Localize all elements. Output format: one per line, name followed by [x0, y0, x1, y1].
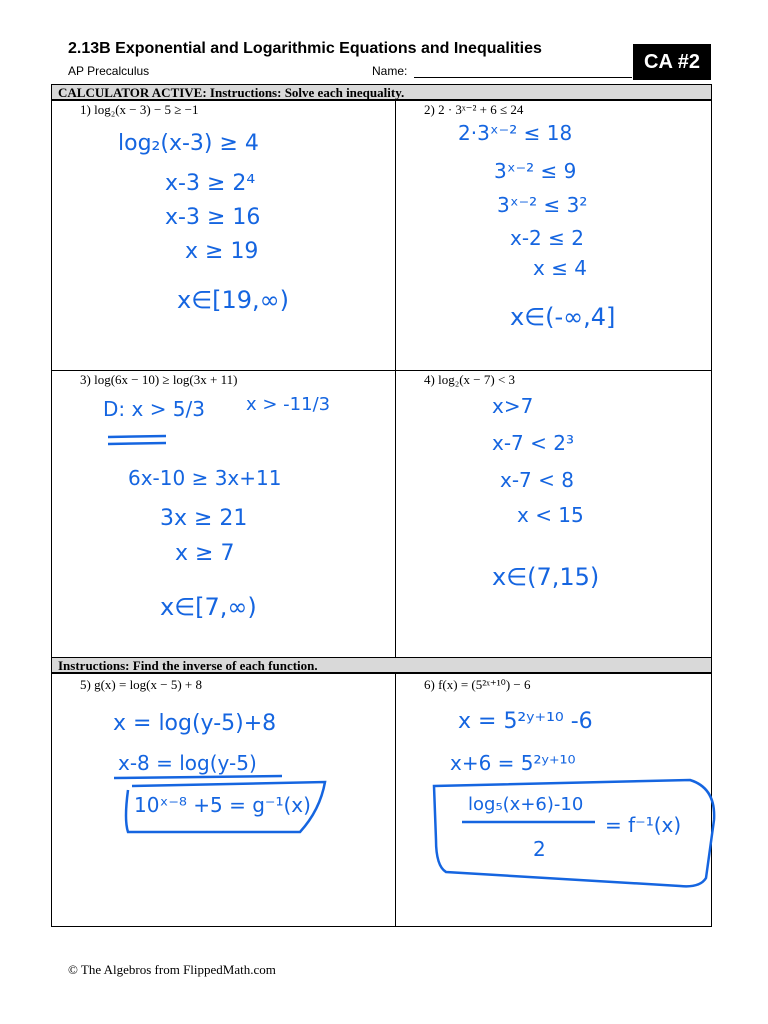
p6-work-1: x = 5²ʸ⁺¹⁰ -6	[458, 709, 593, 734]
p3-work-6: x∈[7,∞)	[160, 593, 257, 621]
problem-4-label: 4) log₂(x − 7) < 3	[424, 372, 516, 387]
problem-3-label: 3) log(6x − 10) ≥ log(3x + 11)	[80, 372, 238, 387]
p6-work-2: x+6 = 5²ʸ⁺¹⁰	[450, 751, 576, 775]
p1-work-5: x∈[19,∞)	[177, 286, 289, 314]
p5-work-2: x-8 = log(y-5)	[118, 751, 257, 775]
p1-work-2: x-3 ≥ 2⁴	[165, 171, 256, 196]
problem-6-label: 6) f(x) = (5²ˣ⁺¹⁰) − 6	[424, 677, 531, 692]
p1-work-1: log₂(x-3) ≥ 4	[118, 131, 259, 156]
problem-5-label: 5) g(x) = log(x − 5) + 8	[80, 677, 203, 692]
p2-work-1: 2·3ˣ⁻² ≤ 18	[458, 121, 573, 145]
problem-2-label: 2) 2 · 3ˣ⁻² + 6 ≤ 24	[424, 102, 524, 117]
section-instructions-2: Instructions: Find the inverse of each function.	[51, 657, 712, 673]
p6-work-4: 2	[533, 837, 546, 861]
assignment-badge: CA #2	[633, 44, 711, 80]
copyright-footer: © The Algebros from FlippedMath.com	[68, 962, 276, 977]
course-label: AP Precalculus	[68, 64, 150, 78]
p3-work-5: x ≥ 7	[175, 541, 235, 566]
p3-work-1: D: x > 5/3	[103, 397, 205, 421]
p6-work-5: = f⁻¹(x)	[605, 813, 682, 837]
p2-work-5: x ≤ 4	[533, 256, 588, 280]
p3-work-4: 3x ≥ 21	[160, 506, 248, 531]
p3-work-2: x > -11/3	[246, 394, 331, 415]
p4-work-2: x-7 < 2³	[492, 431, 574, 455]
p3-work-3: 6x-10 ≥ 3x+11	[128, 466, 282, 490]
p2-work-4: x-2 ≤ 2	[510, 226, 584, 250]
p6-work-3: log₅(x+6)-10	[468, 794, 584, 815]
p5-work-1: x = log(y-5)+8	[113, 711, 277, 736]
p1-work-4: x ≥ 19	[185, 239, 259, 264]
name-label: Name:	[372, 64, 408, 78]
worksheet-title: 2.13B Exponential and Logarithmic Equations and Inequalities	[68, 40, 542, 57]
p4-work-5: x∈(7,15)	[492, 563, 600, 591]
p2-work-2: 3ˣ⁻² ≤ 9	[494, 159, 577, 183]
p4-work-3: x-7 < 8	[500, 468, 574, 492]
p2-work-3: 3ˣ⁻² ≤ 3²	[497, 193, 588, 217]
p4-work-4: x < 15	[517, 503, 584, 527]
section-instructions-1: CALCULATOR ACTIVE: Instructions: Solve each inequality.	[51, 84, 712, 100]
p1-work-3: x-3 ≥ 16	[165, 205, 261, 230]
p4-work-1: x>7	[492, 394, 534, 418]
p2-work-6: x∈(-∞,4]	[510, 303, 616, 331]
problem-1-label: 1) log₂(x − 3) − 5 ≥ −1	[80, 102, 199, 117]
p5-work-3: 10ˣ⁻⁸ +5 = g⁻¹(x)	[134, 793, 311, 817]
